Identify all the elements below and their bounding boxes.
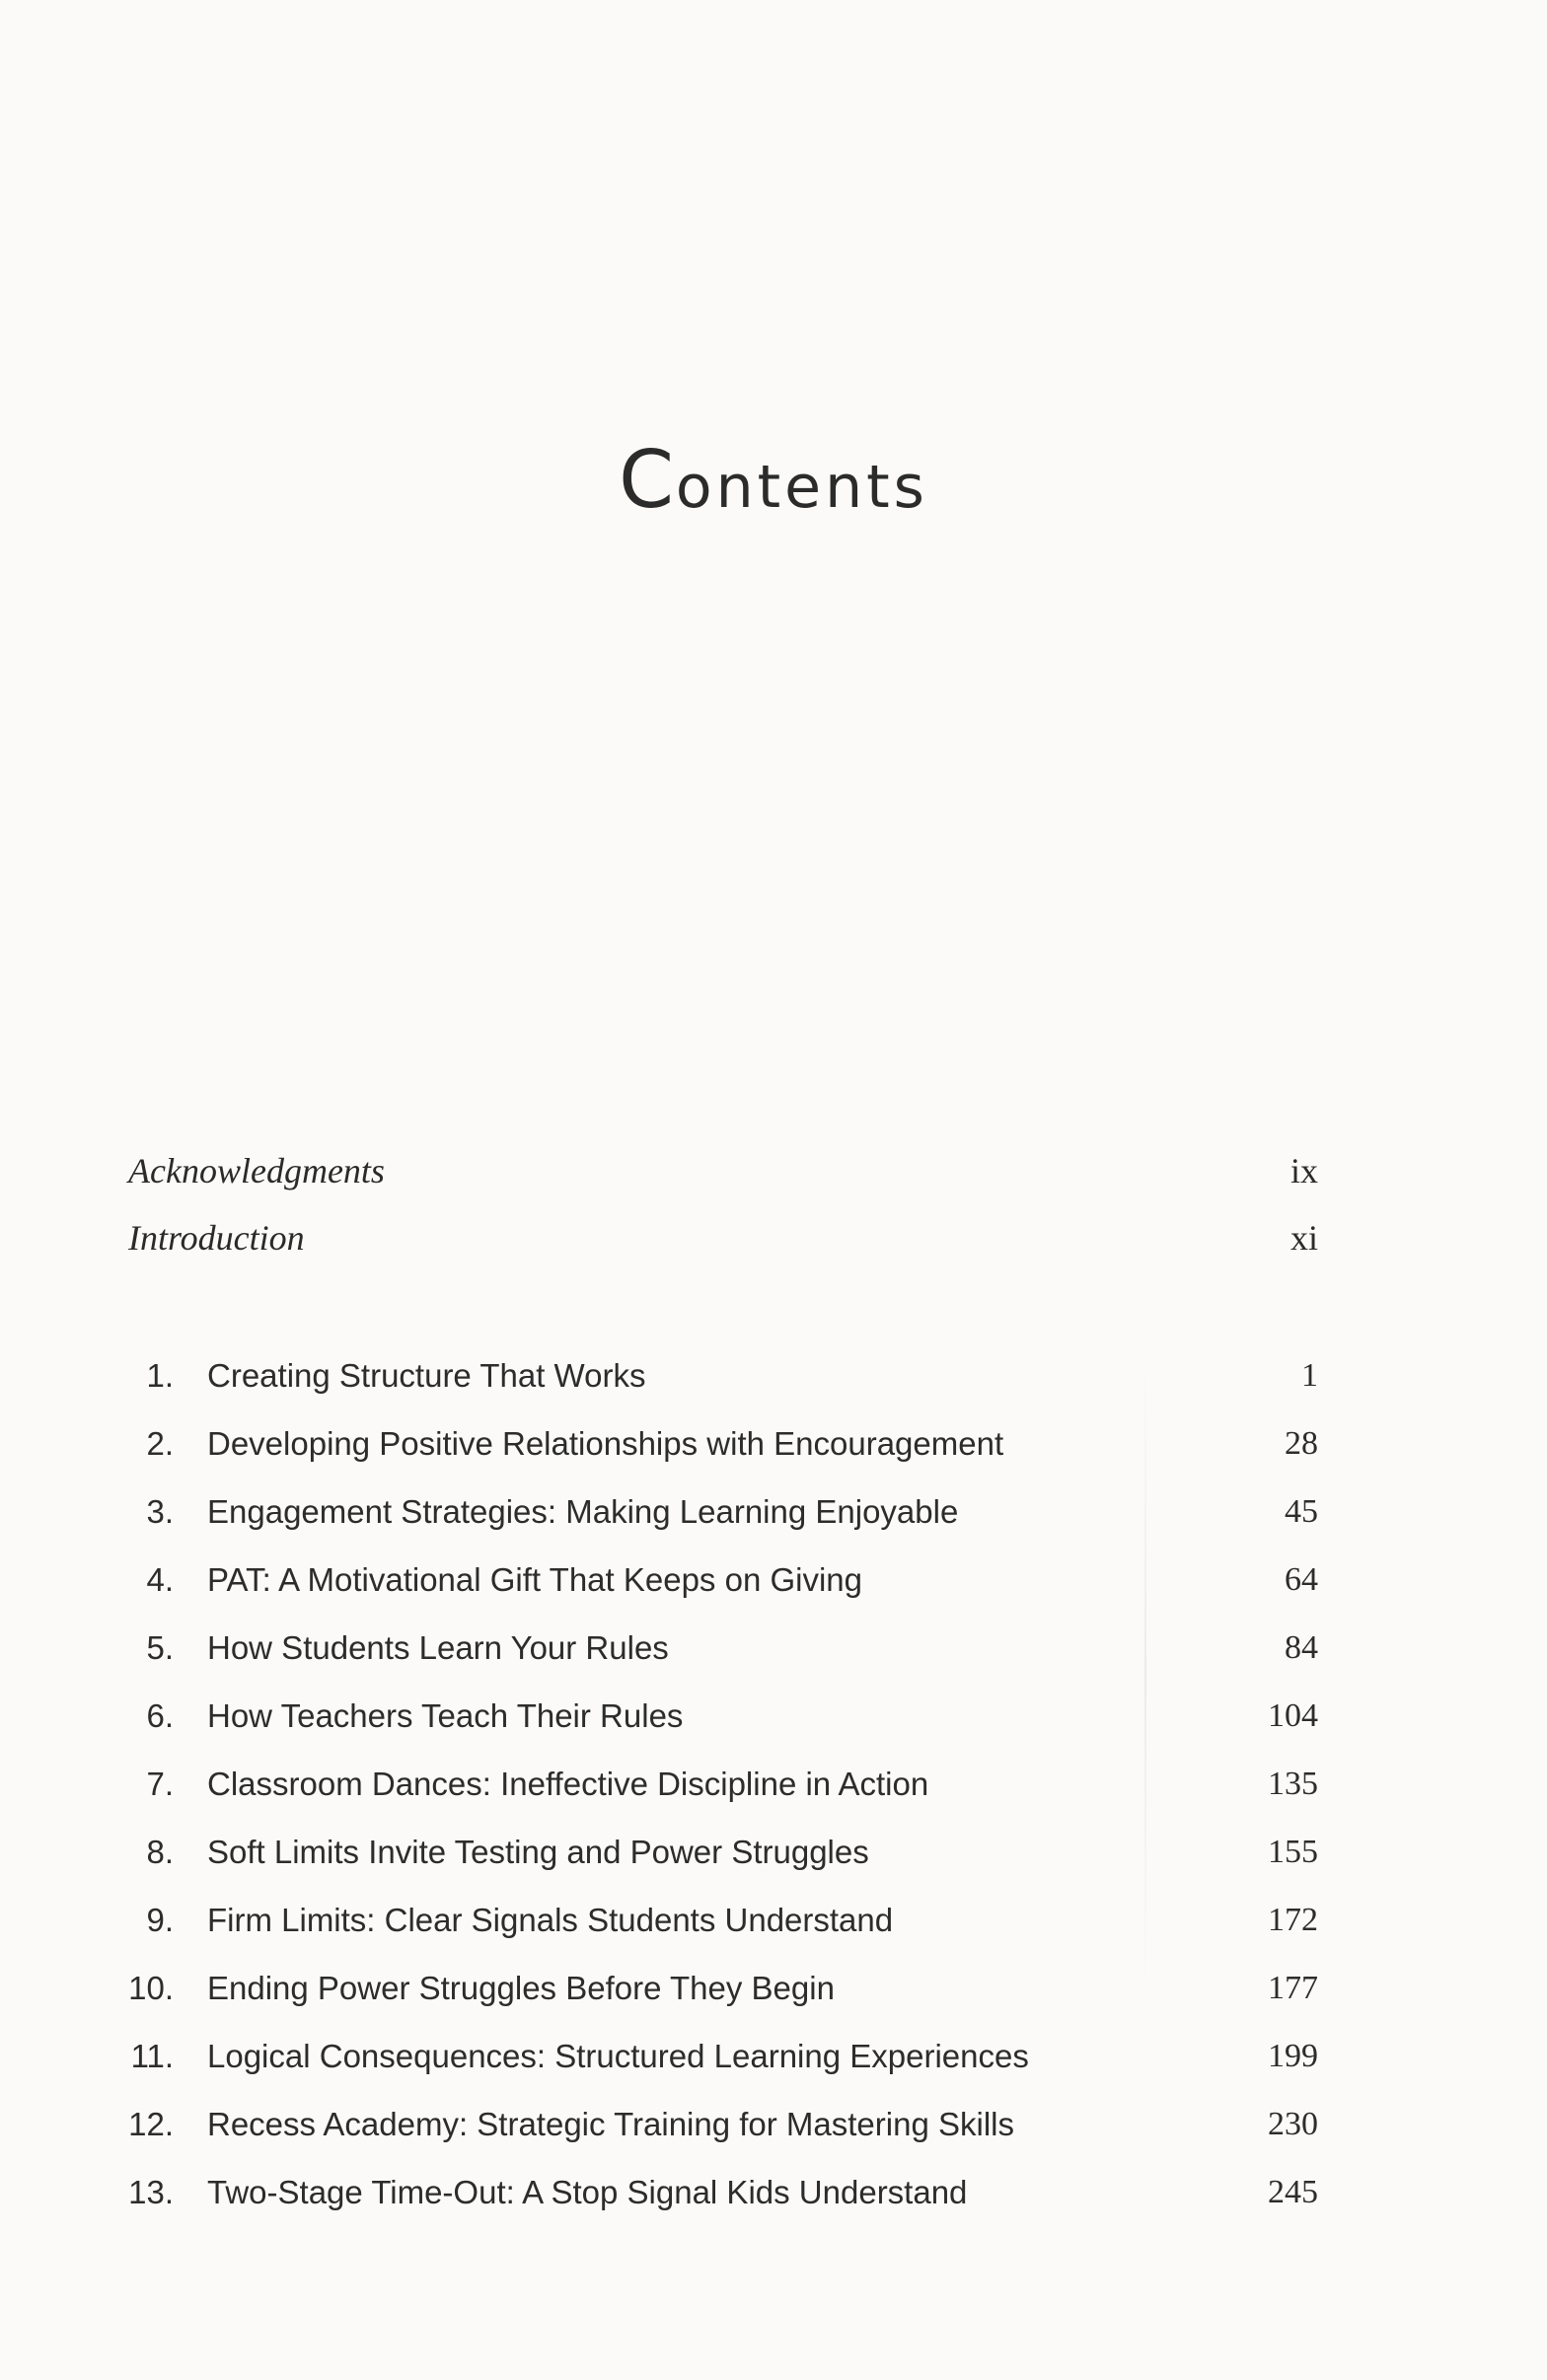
title-rest: ontents — [675, 453, 928, 522]
front-matter-label: Acknowledgments — [128, 1151, 385, 1190]
chapter-title: Two-Stage Time-Out: A Stop Signal Kids Understand — [207, 2174, 968, 2210]
chapter-number: 7. — [146, 1766, 174, 1802]
chapter-page-number: 1 — [1301, 1357, 1318, 1394]
front-matter-label: Introduction — [128, 1218, 305, 1258]
chapter-title: Developing Positive Relationships with Encouragement — [207, 1425, 1004, 1462]
toc-row — [0, 1834, 1547, 1885]
chapter-page-number: 172 — [1268, 1902, 1318, 1938]
chapter-number: 13. — [128, 2174, 174, 2210]
toc-row — [0, 1357, 1547, 1408]
chapter-title: How Teachers Teach Their Rules — [207, 1697, 684, 1734]
chapter-title: Recess Academy: Strategic Training for Mastering Skills — [207, 2106, 1014, 2142]
toc-row — [0, 1561, 1547, 1613]
front-matter-acknowledgments — [128, 1150, 1318, 1191]
toc-row — [0, 1902, 1547, 1953]
toc-row — [0, 1697, 1547, 1749]
chapter-number: 1. — [146, 1357, 174, 1394]
front-matter-introduction — [128, 1217, 1318, 1259]
chapter-page-number: 155 — [1268, 1834, 1318, 1870]
chapter-number: 3. — [146, 1493, 174, 1530]
chapter-page-number: 199 — [1268, 2038, 1318, 2074]
front-matter-page-number: ix — [1289, 1151, 1318, 1190]
chapter-number: 11. — [130, 2038, 174, 2074]
chapter-number: 9. — [146, 1902, 174, 1938]
toc-row — [0, 2106, 1547, 2157]
chapter-page-number: 230 — [1268, 2106, 1318, 2142]
chapter-number: 12. — [128, 2106, 174, 2142]
chapter-title: Classroom Dances: Ineffective Discipline in Action — [207, 1766, 929, 1802]
chapter-title: Ending Power Struggles Before They Begin — [207, 1970, 835, 2006]
title-initial: C — [619, 434, 676, 526]
chapter-number: 8. — [146, 1834, 174, 1870]
chapter-number: 5. — [146, 1629, 174, 1666]
toc-row — [0, 1970, 1547, 2021]
chapter-page-number: 45 — [1285, 1493, 1318, 1530]
chapter-page-number: 104 — [1268, 1697, 1318, 1734]
chapter-page-number: 177 — [1268, 1970, 1318, 2006]
toc-row — [0, 1493, 1547, 1545]
chapter-page-number: 245 — [1268, 2174, 1318, 2210]
chapter-number: 10. — [128, 1970, 174, 2006]
chapter-number: 6. — [146, 1697, 174, 1734]
chapter-page-number: 64 — [1285, 1561, 1318, 1598]
chapter-title: PAT: A Motivational Gift That Keeps on Giving — [207, 1561, 863, 1598]
toc-row — [0, 2038, 1547, 2089]
chapter-title: Firm Limits: Clear Signals Students Understand — [207, 1902, 894, 1938]
toc-row — [0, 1425, 1547, 1477]
chapter-title: Engagement Strategies: Making Learning Enjoyable — [207, 1493, 959, 1530]
page-title — [0, 434, 1547, 526]
chapter-page-number: 84 — [1285, 1629, 1318, 1666]
chapter-number: 2. — [146, 1425, 174, 1462]
toc-row — [0, 2174, 1547, 2225]
chapter-title: How Students Learn Your Rules — [207, 1629, 669, 1666]
chapter-page-number: 28 — [1285, 1425, 1318, 1462]
chapter-title: Creating Structure That Works — [207, 1357, 646, 1394]
toc-row — [0, 1766, 1547, 1817]
chapter-number: 4. — [146, 1561, 174, 1598]
front-matter-page-number: xi — [1289, 1218, 1318, 1258]
chapter-title: Logical Consequences: Structured Learning Experiences — [207, 2038, 1029, 2074]
chapter-page-number: 135 — [1268, 1766, 1318, 1802]
toc-row — [0, 1629, 1547, 1681]
chapter-title: Soft Limits Invite Testing and Power Struggles — [207, 1834, 869, 1870]
